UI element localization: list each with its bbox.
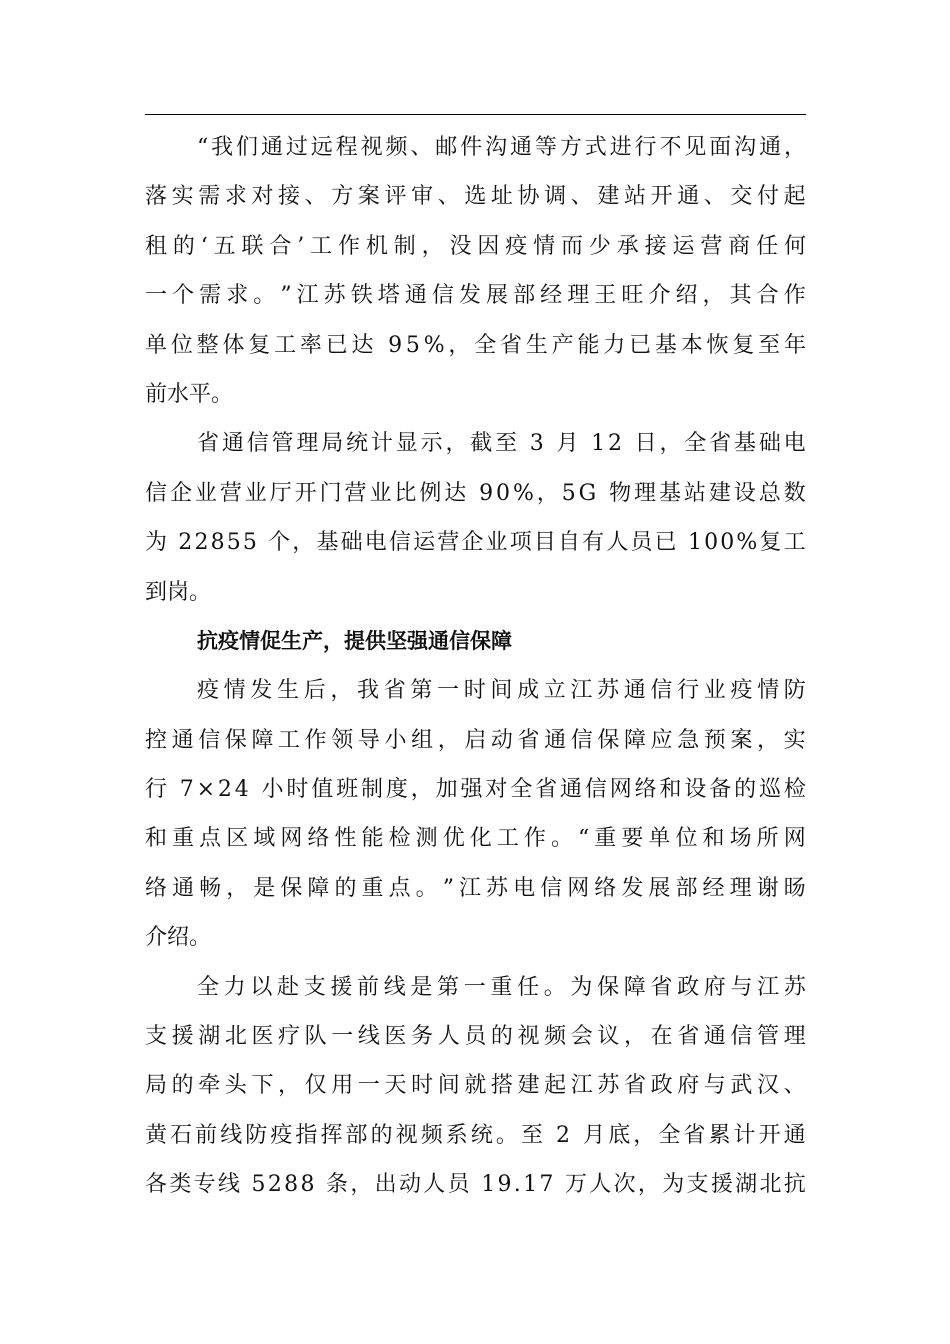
text-line: 各 类 专 线 5 2 8 8 条 ， 出 动 人 员 1 9 . 1 7 万 人 次 ， 为 支 援 湖 北 抗 xyxy=(145,1172,806,1198)
text-line: 为 2 2 8 5 5 个 ， 基 础 电 信 运 营 企 业 项 目 自 有 人 员 已 1 0 0 % 复 工 xyxy=(145,530,806,556)
text-line: 全 力 以 赴 支 援 前 线 是 第 一 重 任 。 为 保 障 省 政 府 与 江 苏 xyxy=(197,974,806,1000)
text-line: 落 实 需 求 对 接 、 方 案 评 审 、 选 址 协 调 、 建 站 开 通 、 交 付 起 xyxy=(145,184,806,210)
text-line: 介绍。 xyxy=(145,925,212,951)
paragraph-4 xyxy=(145,963,806,1210)
paragraph-3 xyxy=(145,666,806,962)
text-line: 和 重 点 区 域 网 络 性 能 检 测 优 化 工 作 。 “ 重 要 单 位 和 场 所 网 xyxy=(145,826,806,852)
text-line: 支 援 湖 北 医 疗 队 一 线 医 务 人 员 的 视 频 会 议 ， 在 省 通 信 管 理 xyxy=(145,1024,806,1050)
text-line: 络 通 畅 ， 是 保 障 的 重 点 。 ” 江 苏 电 信 网 络 发 展 部 经 理 谢 旸 xyxy=(145,875,806,901)
paragraph-1 xyxy=(145,123,806,419)
text-line: 信 企 业 营 业 厅 开 门 营 业 比 例 达 9 0 % ， 5 G 物 理 基 站 建 设 总 数 xyxy=(145,480,806,506)
text-line: 前水平。 xyxy=(145,381,234,407)
text-line: 一 个 需 求 。 ” 江 苏 铁 塔 通 信 发 展 部 经 理 王 旺 介 绍 ， 其 合 作 xyxy=(145,283,806,309)
text-line: “ 我 们 通 过 远 程 视 频 、 邮 件 沟 通 等 方 式 进 行 不 见 面 沟 通 ， xyxy=(197,135,806,160)
section-heading: 抗疫情促生产，提供坚强通信保障 xyxy=(197,628,512,653)
text-line: 控 通 信 保 障 工 作 领 导 小 组 ， 启 动 省 通 信 保 障 应 急 预 案 ， 实 xyxy=(145,727,806,753)
text-line: 黄 石 前 线 防 疫 指 挥 部 的 视 频 系 统 。 至 2 月 底 ， 全 省 累 计 开 通 xyxy=(145,1122,806,1148)
text-line: 疫 情 发 生 后 ， 我 省 第 一 时 间 成 立 江 苏 通 信 行 业 疫 情 防 xyxy=(197,678,806,704)
paragraph-2 xyxy=(145,419,806,617)
text-line: 单 位 整 体 复 工 率 已 达 9 5 % ， 全 省 生 产 能 力 已 基 本 恢 复 至 年 xyxy=(145,332,806,358)
text-line: 局 的 牵 头 下 ， 仅 用 一 天 时 间 就 搭 建 起 江 苏 省 政 府 与 武 汉 、 xyxy=(145,1073,806,1099)
article-body xyxy=(145,123,806,1210)
header-rule xyxy=(145,114,806,115)
text-line: 租 的 ‘ 五 联 合 ’ 工 作 机 制 ， 没 因 疫 情 而 少 承 接 运 营 商 任 何 xyxy=(145,233,806,259)
text-line: 到岗。 xyxy=(145,579,212,605)
text-line: 省 通 信 管 理 局 统 计 显 示 ， 截 至 3 月 1 2 日 ， 全 省 基 础 电 xyxy=(197,431,806,457)
text-line: 行 7 × 2 4 小 时 值 班 制 度 ， 加 强 对 全 省 通 信 网 络 和 设 备 的 巡 检 xyxy=(145,777,806,803)
